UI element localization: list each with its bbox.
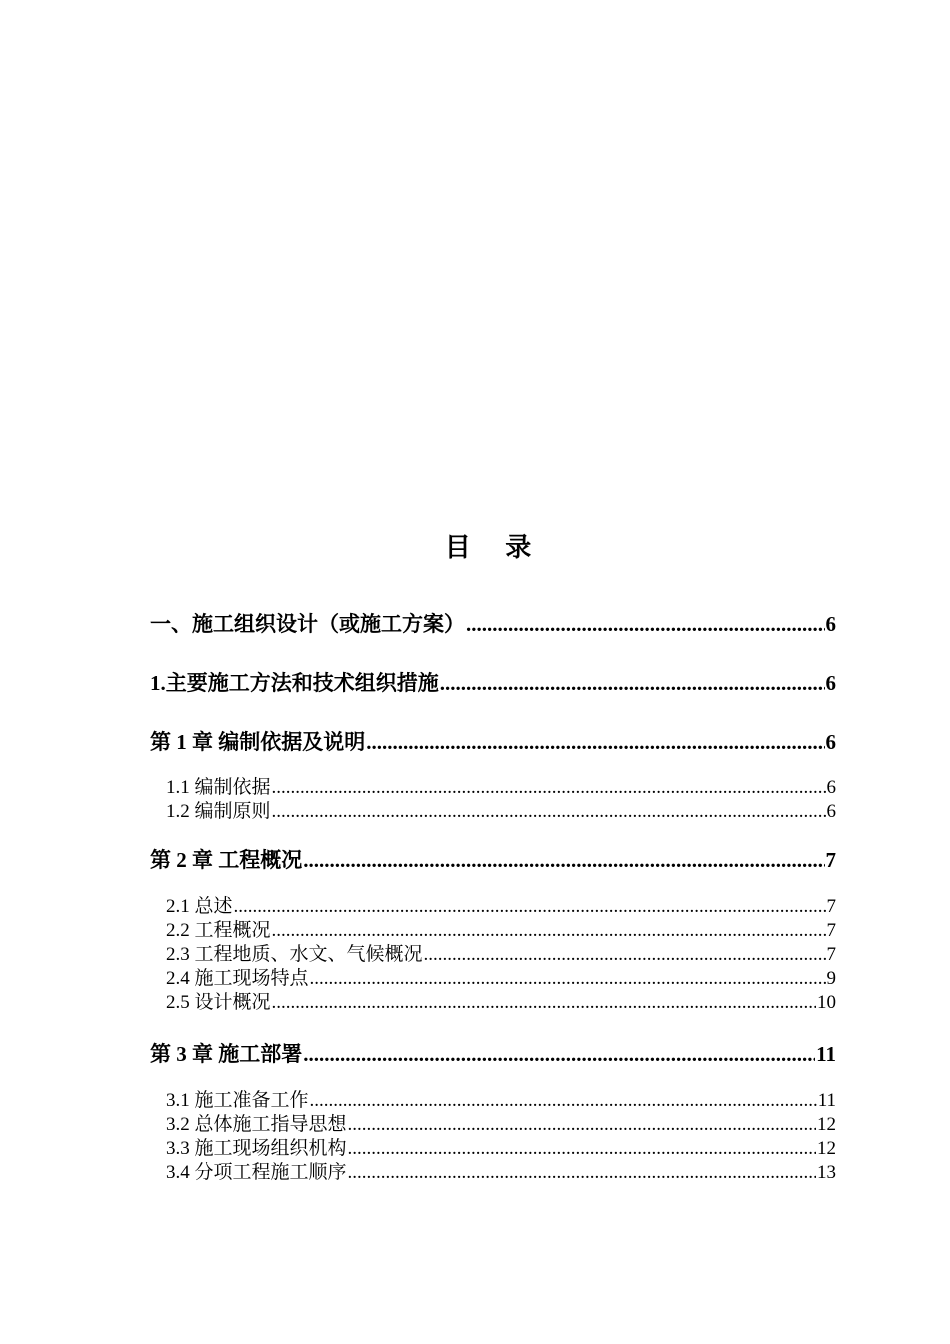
toc-entry-page: 7 [826, 896, 836, 917]
toc-entry-label: 3.3 施工现场组织机构 [166, 1138, 347, 1159]
toc-entry-label: 2.2 工程概况 [166, 920, 271, 941]
toc-title: 目 录 [444, 533, 546, 562]
toc-entry[interactable] [166, 1089, 836, 1113]
dot-leader [348, 1161, 816, 1185]
dot-leader [310, 967, 826, 991]
dot-leader [234, 895, 826, 919]
toc-entry[interactable] [166, 943, 836, 967]
toc-entry-page: 12 [817, 1114, 836, 1135]
toc-entry-page: 11 [816, 1042, 836, 1066]
toc-entry-label: 第 2 章 工程概况 [150, 848, 303, 872]
toc-entry[interactable] [150, 609, 836, 639]
toc-entry-page: 7 [825, 848, 836, 872]
dot-leader [440, 668, 825, 698]
toc-entry-page: 7 [826, 944, 836, 965]
dot-leader [348, 1113, 816, 1137]
toc-entry-label: 第 3 章 施工部署 [150, 1042, 303, 1066]
toc-entry-label: 1.1 编制依据 [166, 777, 271, 798]
dot-leader [303, 1039, 815, 1069]
toc-entry-label: 2.4 施工现场特点 [166, 968, 309, 989]
toc-entry-page: 10 [817, 992, 836, 1013]
dot-leader [272, 919, 826, 943]
toc-entry[interactable] [166, 919, 836, 943]
toc-entry-label: 2.3 工程地质、水文、气候概况 [166, 944, 423, 965]
toc-entry-label: 3.1 施工准备工作 [166, 1090, 309, 1111]
toc-entry[interactable] [150, 668, 836, 698]
toc-entry-page: 7 [826, 920, 836, 941]
toc-entry-page: 6 [826, 801, 836, 822]
toc-entry[interactable] [166, 1137, 836, 1161]
toc-entry[interactable] [166, 991, 836, 1015]
dot-leader [272, 800, 826, 824]
toc-entry-page: 6 [825, 671, 836, 695]
toc-entry[interactable] [150, 1039, 836, 1069]
toc-entry[interactable] [166, 967, 836, 991]
toc-entry[interactable] [166, 1161, 836, 1185]
toc-entry-label: 2.5 设计概况 [166, 992, 271, 1013]
toc-entry[interactable] [166, 776, 836, 800]
dot-leader [348, 1137, 816, 1161]
toc-entry[interactable] [150, 845, 836, 875]
toc-entry-page: 12 [817, 1138, 836, 1159]
toc-entry[interactable] [166, 1113, 836, 1137]
toc-entry[interactable] [150, 727, 836, 757]
dot-leader [272, 991, 816, 1015]
dot-leader [466, 609, 825, 639]
toc-entry[interactable] [166, 800, 836, 824]
toc-entry-label: 2.1 总述 [166, 896, 233, 917]
toc-entry-label: 一、施工组织设计（或施工方案） [150, 612, 465, 636]
toc-entry-label: 3.4 分项工程施工顺序 [166, 1162, 347, 1183]
toc-entry-label: 3.2 总体施工指导思想 [166, 1114, 347, 1135]
dot-leader [303, 845, 824, 875]
toc-entry-page: 6 [825, 612, 836, 636]
toc-entry-label: 1.主要施工方法和技术组织措施 [150, 671, 439, 695]
toc-entry[interactable] [166, 895, 836, 919]
toc-entry-page: 13 [817, 1162, 836, 1183]
toc-entry-label: 1.2 编制原则 [166, 801, 271, 822]
dot-leader [272, 776, 826, 800]
toc-entry-page: 11 [817, 1090, 836, 1111]
toc-entry-page: 9 [826, 968, 836, 989]
toc-entry-label: 第 1 章 编制依据及说明 [150, 730, 366, 754]
dot-leader [424, 943, 826, 967]
dot-leader [310, 1089, 817, 1113]
dot-leader [366, 727, 824, 757]
toc-entry-page: 6 [825, 730, 836, 754]
toc-entry-page: 6 [826, 777, 836, 798]
